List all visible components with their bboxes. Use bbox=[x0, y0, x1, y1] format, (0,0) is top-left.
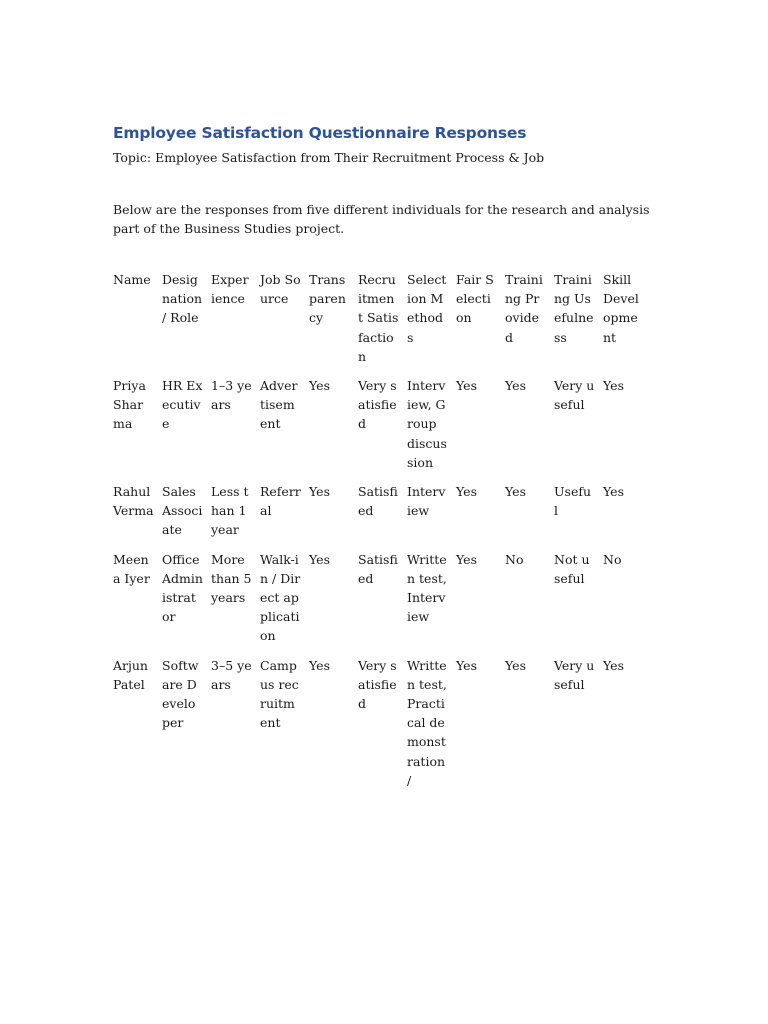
cell-skill-development: Yes bbox=[603, 484, 624, 500]
header-recruitment-satisfaction: Recruitment Satisfaction bbox=[358, 272, 399, 364]
cell-recruitment-satisfaction: Very satisfied bbox=[358, 657, 397, 712]
cell-training-provided: Yes bbox=[505, 378, 526, 394]
header-transparency: Transparency bbox=[309, 272, 346, 326]
table-row bbox=[109, 656, 648, 800]
header-job-source: Job Source bbox=[260, 272, 301, 307]
cell-name: Rahul Verma bbox=[113, 484, 154, 519]
cell-training-usefulness: Useful bbox=[554, 484, 592, 519]
cell-transparency: Yes bbox=[309, 484, 330, 500]
cell-experience: 3–5 years bbox=[211, 657, 252, 692]
cell-selection-methods: Written test, Practical demonstration / bbox=[407, 657, 447, 788]
header-training-provided: Training Provided bbox=[505, 272, 543, 345]
cell-training-usefulness: Not useful bbox=[554, 551, 590, 586]
cell-job-source: Referral bbox=[260, 484, 301, 519]
cell-designation: Sales Associate bbox=[162, 484, 203, 538]
table-row bbox=[109, 550, 648, 656]
cell-experience: Less than 1 year bbox=[211, 484, 249, 538]
header-training-usefulness: Training Usefulness bbox=[554, 272, 594, 345]
cell-recruitment-satisfaction: Satisfied bbox=[358, 484, 398, 519]
cell-transparency: Yes bbox=[309, 657, 330, 673]
document-title: Employee Satisfaction Questionnaire Responses bbox=[113, 124, 527, 142]
cell-fair-selection: Yes bbox=[456, 551, 477, 567]
cell-skill-development: No bbox=[603, 551, 622, 567]
cell-recruitment-satisfaction: Very satisfied bbox=[358, 378, 397, 432]
cell-designation: HR Executive bbox=[162, 378, 203, 432]
cell-experience: More than 5 years bbox=[211, 551, 252, 606]
table-header-row bbox=[109, 270, 648, 376]
cell-fair-selection: Yes bbox=[456, 378, 477, 394]
cell-training-provided: Yes bbox=[505, 484, 526, 500]
cell-selection-methods: Written test, Interview bbox=[407, 551, 447, 625]
cell-job-source: Advertisement bbox=[260, 378, 298, 432]
cell-job-source: Campus recruitment bbox=[260, 657, 299, 731]
header-selection-methods: Selection Methods bbox=[407, 272, 447, 345]
cell-fair-selection: Yes bbox=[456, 484, 477, 500]
cell-training-provided: Yes bbox=[505, 657, 526, 673]
cell-designation: Software Developer bbox=[162, 657, 199, 731]
cell-designation: Office Administrator bbox=[162, 551, 203, 625]
cell-training-usefulness: Very useful bbox=[554, 657, 595, 692]
cell-job-source: Walk-in / Direct application bbox=[260, 551, 301, 644]
cell-name: Arjun Patel bbox=[113, 657, 148, 692]
cell-skill-development: Yes bbox=[603, 657, 624, 673]
cell-selection-methods: Interview, Group discussion bbox=[407, 378, 447, 470]
header-fair-selection: Fair Selection bbox=[456, 272, 494, 326]
document-topic: Topic: Employee Satisfaction from Their Recruitment Process & Job bbox=[113, 150, 545, 165]
header-designation: Designation / Role bbox=[162, 272, 203, 326]
cell-transparency: Yes bbox=[309, 378, 330, 394]
header-skill-development: Skill Development bbox=[603, 272, 639, 345]
cell-skill-development: Yes bbox=[603, 378, 624, 394]
cell-name: Meena Iyer bbox=[113, 551, 150, 586]
header-name: Name bbox=[113, 272, 151, 287]
cell-selection-methods: Interview bbox=[407, 484, 446, 519]
cell-training-provided: No bbox=[505, 551, 524, 567]
header-experience: Experience bbox=[211, 272, 249, 307]
cell-training-usefulness: Very useful bbox=[554, 378, 595, 413]
table-row bbox=[109, 482, 648, 550]
cell-transparency: Yes bbox=[309, 551, 330, 567]
table-row bbox=[109, 376, 648, 482]
cell-recruitment-satisfaction: Satisfied bbox=[358, 551, 398, 586]
responses-table bbox=[109, 270, 648, 800]
cell-fair-selection: Yes bbox=[456, 657, 477, 673]
cell-name: Priya Sharma bbox=[113, 378, 146, 432]
cell-experience: 1–3 years bbox=[211, 378, 252, 413]
intro-paragraph: Below are the responses from five different individuals for the research and analysis part of the Business Studies project. bbox=[113, 202, 650, 236]
